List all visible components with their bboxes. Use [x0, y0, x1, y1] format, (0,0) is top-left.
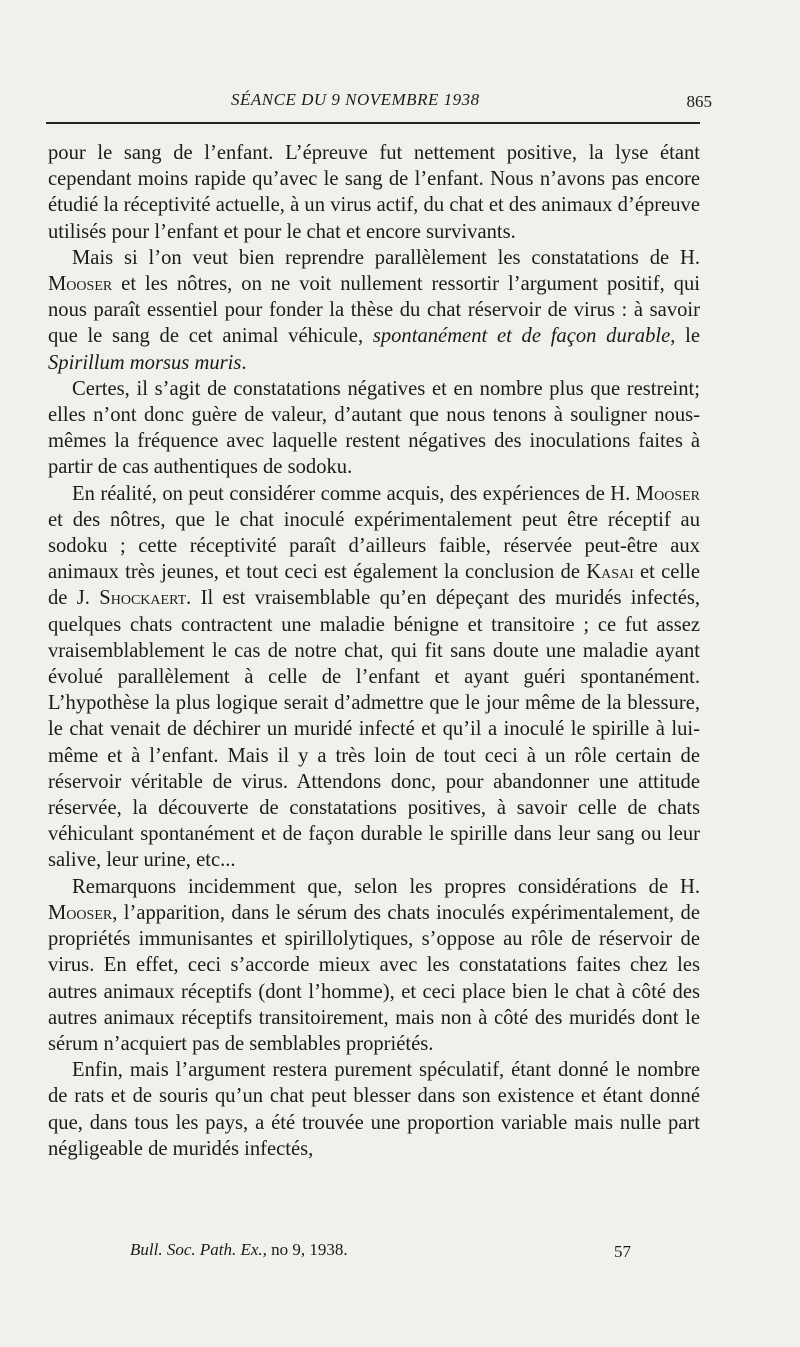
author-name-mooser: Mooser	[48, 901, 113, 924]
paragraph-1-text: pour le sang de l’enfant. L’épreuve fut nettement positive, la lyse étant cependant moins rapide qu’avec le sang de l’enfant. Nous n’avons pas encore étudié la réceptivité actuelle, à un virus actif, du chat et des animaux d’épreuve utilisés pour l’enfant et pour le chat et encore survivants.	[48, 142, 700, 243]
journal-issue: no 9, 1938.	[266, 1240, 348, 1259]
running-head: SÉANCE DU 9 NOVEMBRE 1938	[231, 90, 480, 109]
paragraph-2-text-a: Mais si l’on veut bien reprendre parallèlement les constatations de H.	[72, 246, 700, 269]
paragraph-4-text-c: et celle de J.	[48, 561, 700, 610]
signature-mark: 57	[614, 1242, 631, 1261]
paragraph-4	[48, 481, 700, 874]
author-name-mooser: Mooser	[48, 273, 113, 296]
paragraph-5-text-a: Remarquons incidemment que, selon les propres considérations de H.	[72, 875, 700, 898]
paragraph-2-text-c: , le	[670, 325, 700, 348]
paragraph-1	[48, 140, 700, 245]
paragraph-2	[48, 245, 700, 376]
paragraph-5	[48, 874, 700, 1057]
paragraph-2-text-d: .	[241, 351, 247, 374]
paragraph-4-text-a: En réalité, on peut considérer comme acquis, des expériences de H.	[72, 482, 636, 505]
paragraph-6-text: Enfin, mais l’argument restera purement spéculatif, étant donné le nombre de rats et de souris qu’un chat peut blesser dans son existence et étant donné que, dans tous les pays, a été trouvée une proportion variable mais nulle part négligeable de muridés infectés,	[48, 1059, 700, 1160]
author-name-kasai: Kasai	[586, 561, 634, 584]
header-rule	[46, 122, 700, 124]
author-name-shockaert: Shockaert	[99, 587, 187, 610]
paragraph-6	[48, 1057, 700, 1162]
species-name: Spirillum morsus muris	[48, 351, 242, 374]
author-name-mooser: Mooser	[635, 482, 700, 505]
body-text	[48, 140, 700, 1162]
paragraph-4-text-d: . Il est vraisemblable qu’en dépeçant des muridés infectés, quelques chats contractent une maladie bénigne et transitoire ; ce fut assez vraisemblablement le cas de notre chat, qui fit sans doute une maladie ayant évolué parallèlement à celle de l’enfant et ayant guéri spontanément. L’hypothèse la plus logique serait d’admettre que le jour même de la blessure, le chat venait de déchirer un muridé infecté et qu’il a inoculé le spirille à lui-même et à l’enfant. Mais il y a très loin de tout ceci à un rôle certain de réservoir véritable de virus. Attendons donc, pour abandonner une attitude réservée, la découverte de constatations positives, à savoir celle de chats véhiculant spontanément et de façon durable le spirille dans leur sang ou leur salive, leur urine, etc...	[48, 587, 700, 872]
paragraph-5-text-b: , l’apparition, dans le sérum des chats inoculés expérimentalement, de propriétés immunisantes et spirillolytiques, s’oppose au rôle de réservoir de virus. En effet, ceci s’accorde mieux avec les constatations faites chez les autres animaux réceptifs (dont l’homme), et ceci place bien le chat à côté des autres animaux réceptifs transitoirement, mais non à côté des muridés dont le sérum n’acquiert pas de semblables propriétés.	[48, 901, 700, 1055]
paragraph-3	[48, 376, 700, 481]
page-footer	[130, 1240, 630, 1260]
paragraph-3-text: Certes, il s’agit de constatations négatives et en nombre plus que restreint; elles n’ont donc guère de valeur, d’autant que nous tenons à souligner nous-mêmes la fréquence avec laquelle restent négatives des inoculations faites à partir de cas authentiques de sodoku.	[48, 377, 700, 479]
paragraph-2-text-b: et les nôtres, on ne voit nullement ressortir l’argument positif, qui nous paraît essentiel pour fonder la thèse du chat réservoir de virus : à savoir que le sang de cet animal véhicule,	[48, 273, 700, 348]
page-number: 865	[686, 92, 712, 111]
paragraph-4-text-b: et des nôtres, que le chat inoculé expérimentalement peut être réceptif au sodoku ; cette réceptivité paraît d’ailleurs faible, réservée peut-être aux animaux très jeunes, et tout ceci est également la conclusion de	[48, 508, 700, 584]
journal-citation: Bull. Soc. Path. Ex.,	[130, 1240, 267, 1259]
page-header	[46, 90, 712, 120]
italic-phrase: spontanément et de façon durable	[372, 325, 671, 348]
